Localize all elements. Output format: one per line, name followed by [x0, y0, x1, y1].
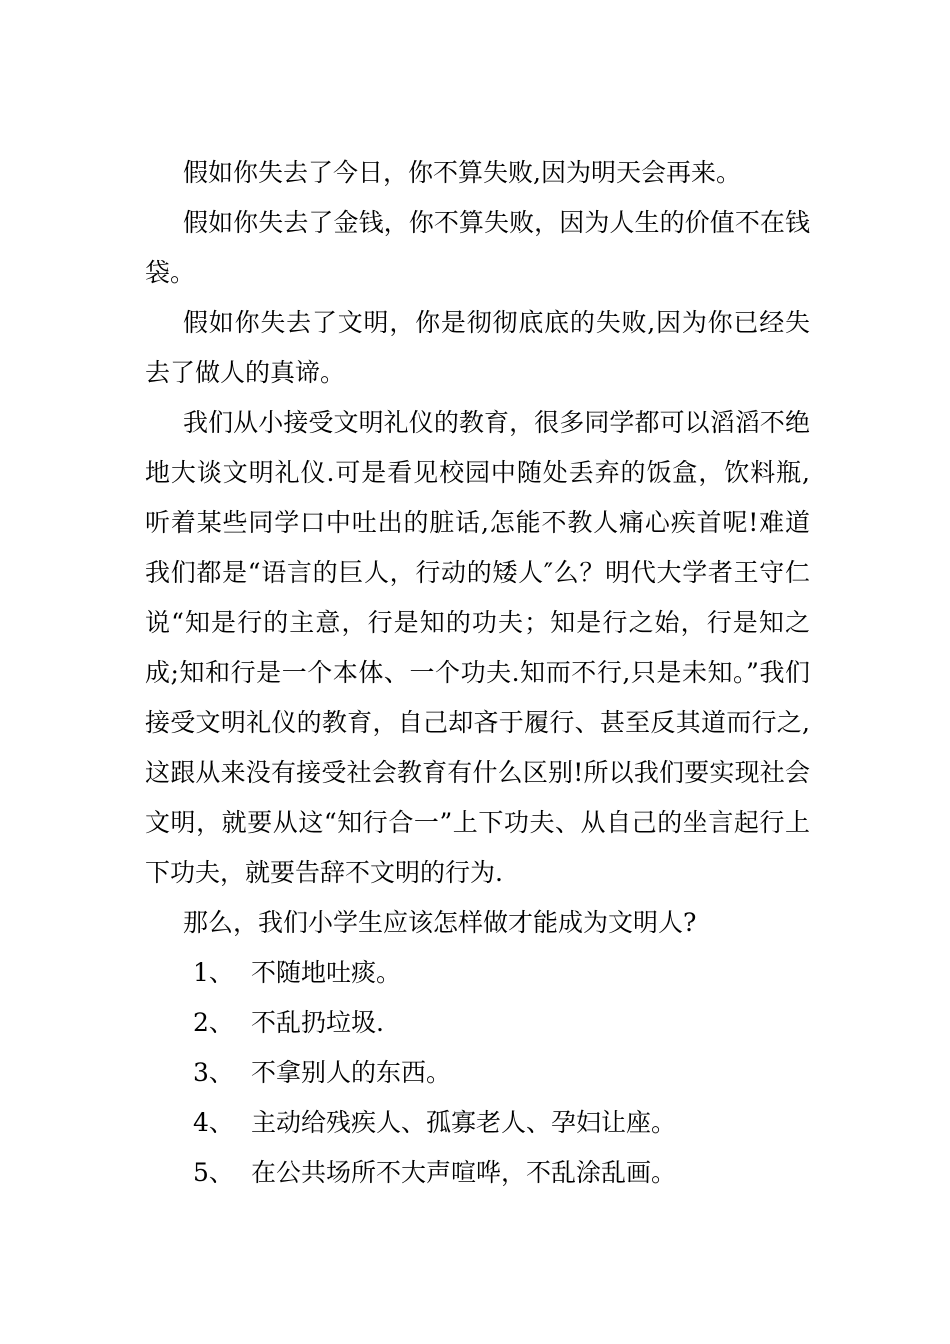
paragraph-1: 假如你失去了今日，你不算失败,因为明天会再来。: [183, 158, 741, 187]
paragraph-4: 我们从小接受文明礼仪的教育，很多同学都可以滔滔不绝地大谈文明礼仪.可是看见校园中随处丢弃的饭盒，饮料瓶,听着某些同学口中吐出的脏话,怎能不教人痛心疾首呢!难道我们都是“语言的巨人，行动的矮人″么？明代大学者王守仁说“知是行的主意，行是知的功夫；知是行之始，行是知之成;知和行是一个本体、一个功夫.知而不行,只是未知。”我们接受文明礼仪的教育，自己却吝于履行、甚至反其道而行之,这跟从来没有接受社会教育有什么区别!所以我们要实现社会文明，就要从这“知行合一”上下功夫、从自己的坐言起行上下功夫，就要告辞不文明的行为.: [145, 408, 810, 887]
list-item: [145, 1098, 810, 1148]
list-item-number: 2、: [193, 1008, 234, 1037]
list-item: [145, 1048, 810, 1098]
list-item: [145, 998, 810, 1048]
list-item-text: 不随地吐痰。: [251, 958, 402, 987]
list-item: [145, 1148, 810, 1198]
paragraph-3: 假如你失去了文明，你是彻彻底底的失败,因为你已经失去了做人的真谛。: [145, 308, 810, 387]
paragraph-2: 假如你失去了金钱，你不算失败，因为人生的价值不在钱袋。: [145, 208, 810, 287]
list-item-text: 主动给残疾人、孤寡老人、孕妇让座。: [251, 1108, 677, 1137]
numbered-list: [145, 948, 810, 1198]
list-item-number: 5、: [193, 1158, 234, 1187]
list-item-number: 4、: [193, 1108, 234, 1137]
list-item-number: 3、: [193, 1058, 234, 1087]
list-item-text: 不拿别人的东西。: [251, 1058, 452, 1087]
list-item-text: 不乱扔垃圾.: [251, 1008, 384, 1037]
document-body: [145, 148, 810, 1198]
list-item-number: 1、: [193, 958, 234, 987]
list-item: [145, 948, 810, 998]
paragraph-5: 那么，我们小学生应该怎样做才能成为文明人?: [183, 908, 697, 937]
list-item-text: 在公共场所不大声喧哗，不乱涂乱画。: [251, 1158, 677, 1187]
